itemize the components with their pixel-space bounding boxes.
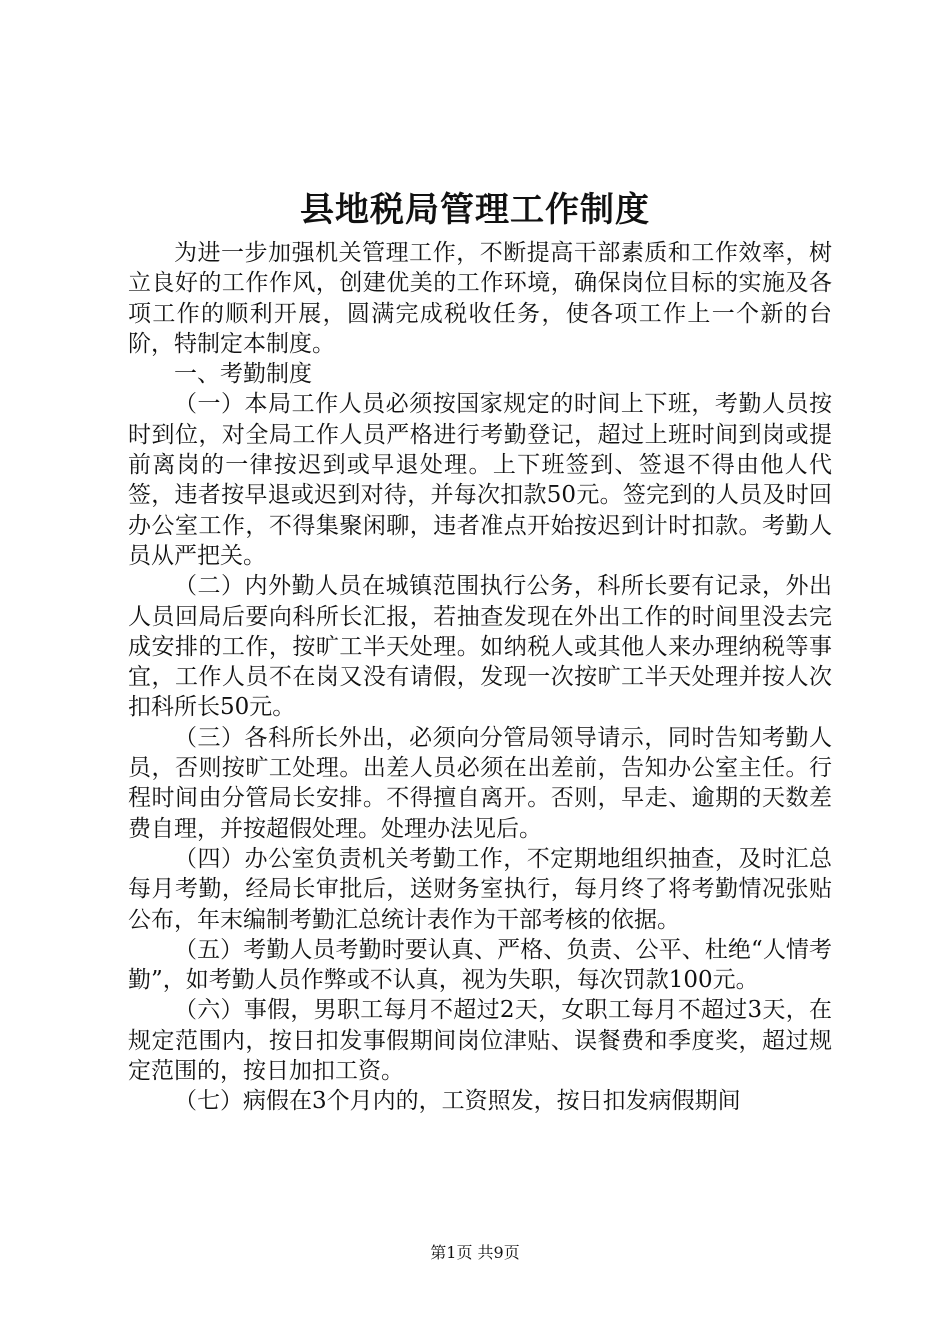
- clause-1-paragraph: （一）本局工作人员必须按国家规定的时间上下班，考勤人员按时到位，对全局工作人员严格进行考勤登记，超过上班时间到岗或提前离岗的一律按迟到或早退处理。上下班签到、签退不得由他人代签，违者按早退或迟到对待，并每次扣款50元。签完到的人员及时回办公室工作，不得集聚闲聊，违者准点开始按迟到计时扣款。考勤人员从严把关。: [128, 391, 832, 569]
- clause-3-paragraph: （三）各科所长外出，必须向分管局领导请示，同时告知考勤人员，否则按旷工处理。出差人员必须在出差前，告知办公室主任。行程时间由分管局长安排。不得擅自离开。否则，早走、逾期的天数差费自理，并按超假处理。处理办法见后。: [128, 724, 832, 842]
- document-title: 县地税局管理工作制度: [300, 190, 650, 230]
- section-heading-attendance: 一、考勤制度: [174, 361, 312, 388]
- clause-6-paragraph: （六）事假，男职工每月不超过2天，女职工每月不超过3天，在规定范围内，按日扣发事假期间岗位津贴、误餐费和季度奖，超过规定范围的，按日加扣工资。: [128, 997, 832, 1085]
- clause-5-paragraph: （五）考勤人员考勤时要认真、严格、负责、公平、杜绝“人情考勤”，如考勤人员作弊或不认真，视为失职，每次罚款100元。: [128, 936, 832, 994]
- clause-2-paragraph: （二）内外勤人员在城镇范围执行公务，科所长要有记录，外出人员回局后要向科所长汇报，若抽查发现在外出工作的时间里没去完成安排的工作，按旷工半天处理。如纳税人或其他人来办理纳税等事宜，工作人员不在岗又没有请假，发现一次按旷工半天处理并按人次扣科所长50元。: [128, 573, 832, 721]
- document-body: [128, 238, 832, 1117]
- clause-4-paragraph: （四）办公室负责机关考勤工作，不定期地组织抽查，及时汇总每月考勤，经局长审批后，送财务室执行，每月终了将考勤情况张贴公布，年末编制考勤汇总统计表作为干部考核的依据。: [128, 845, 832, 933]
- page-footer: 第1页 共9页: [430, 1243, 520, 1262]
- intro-paragraph: 为进一步加强机关管理工作，不断提高干部素质和工作效率，树立良好的工作作风，创建优美的工作环境，确保岗位目标的实施及各项工作的顺利开展，圆满完成税收任务，使各项工作上一个新的台阶，特制定本制度。: [128, 240, 832, 357]
- clause-7-paragraph: （七）病假在3个月内的，工资照发，按日扣发病假期间: [174, 1088, 741, 1115]
